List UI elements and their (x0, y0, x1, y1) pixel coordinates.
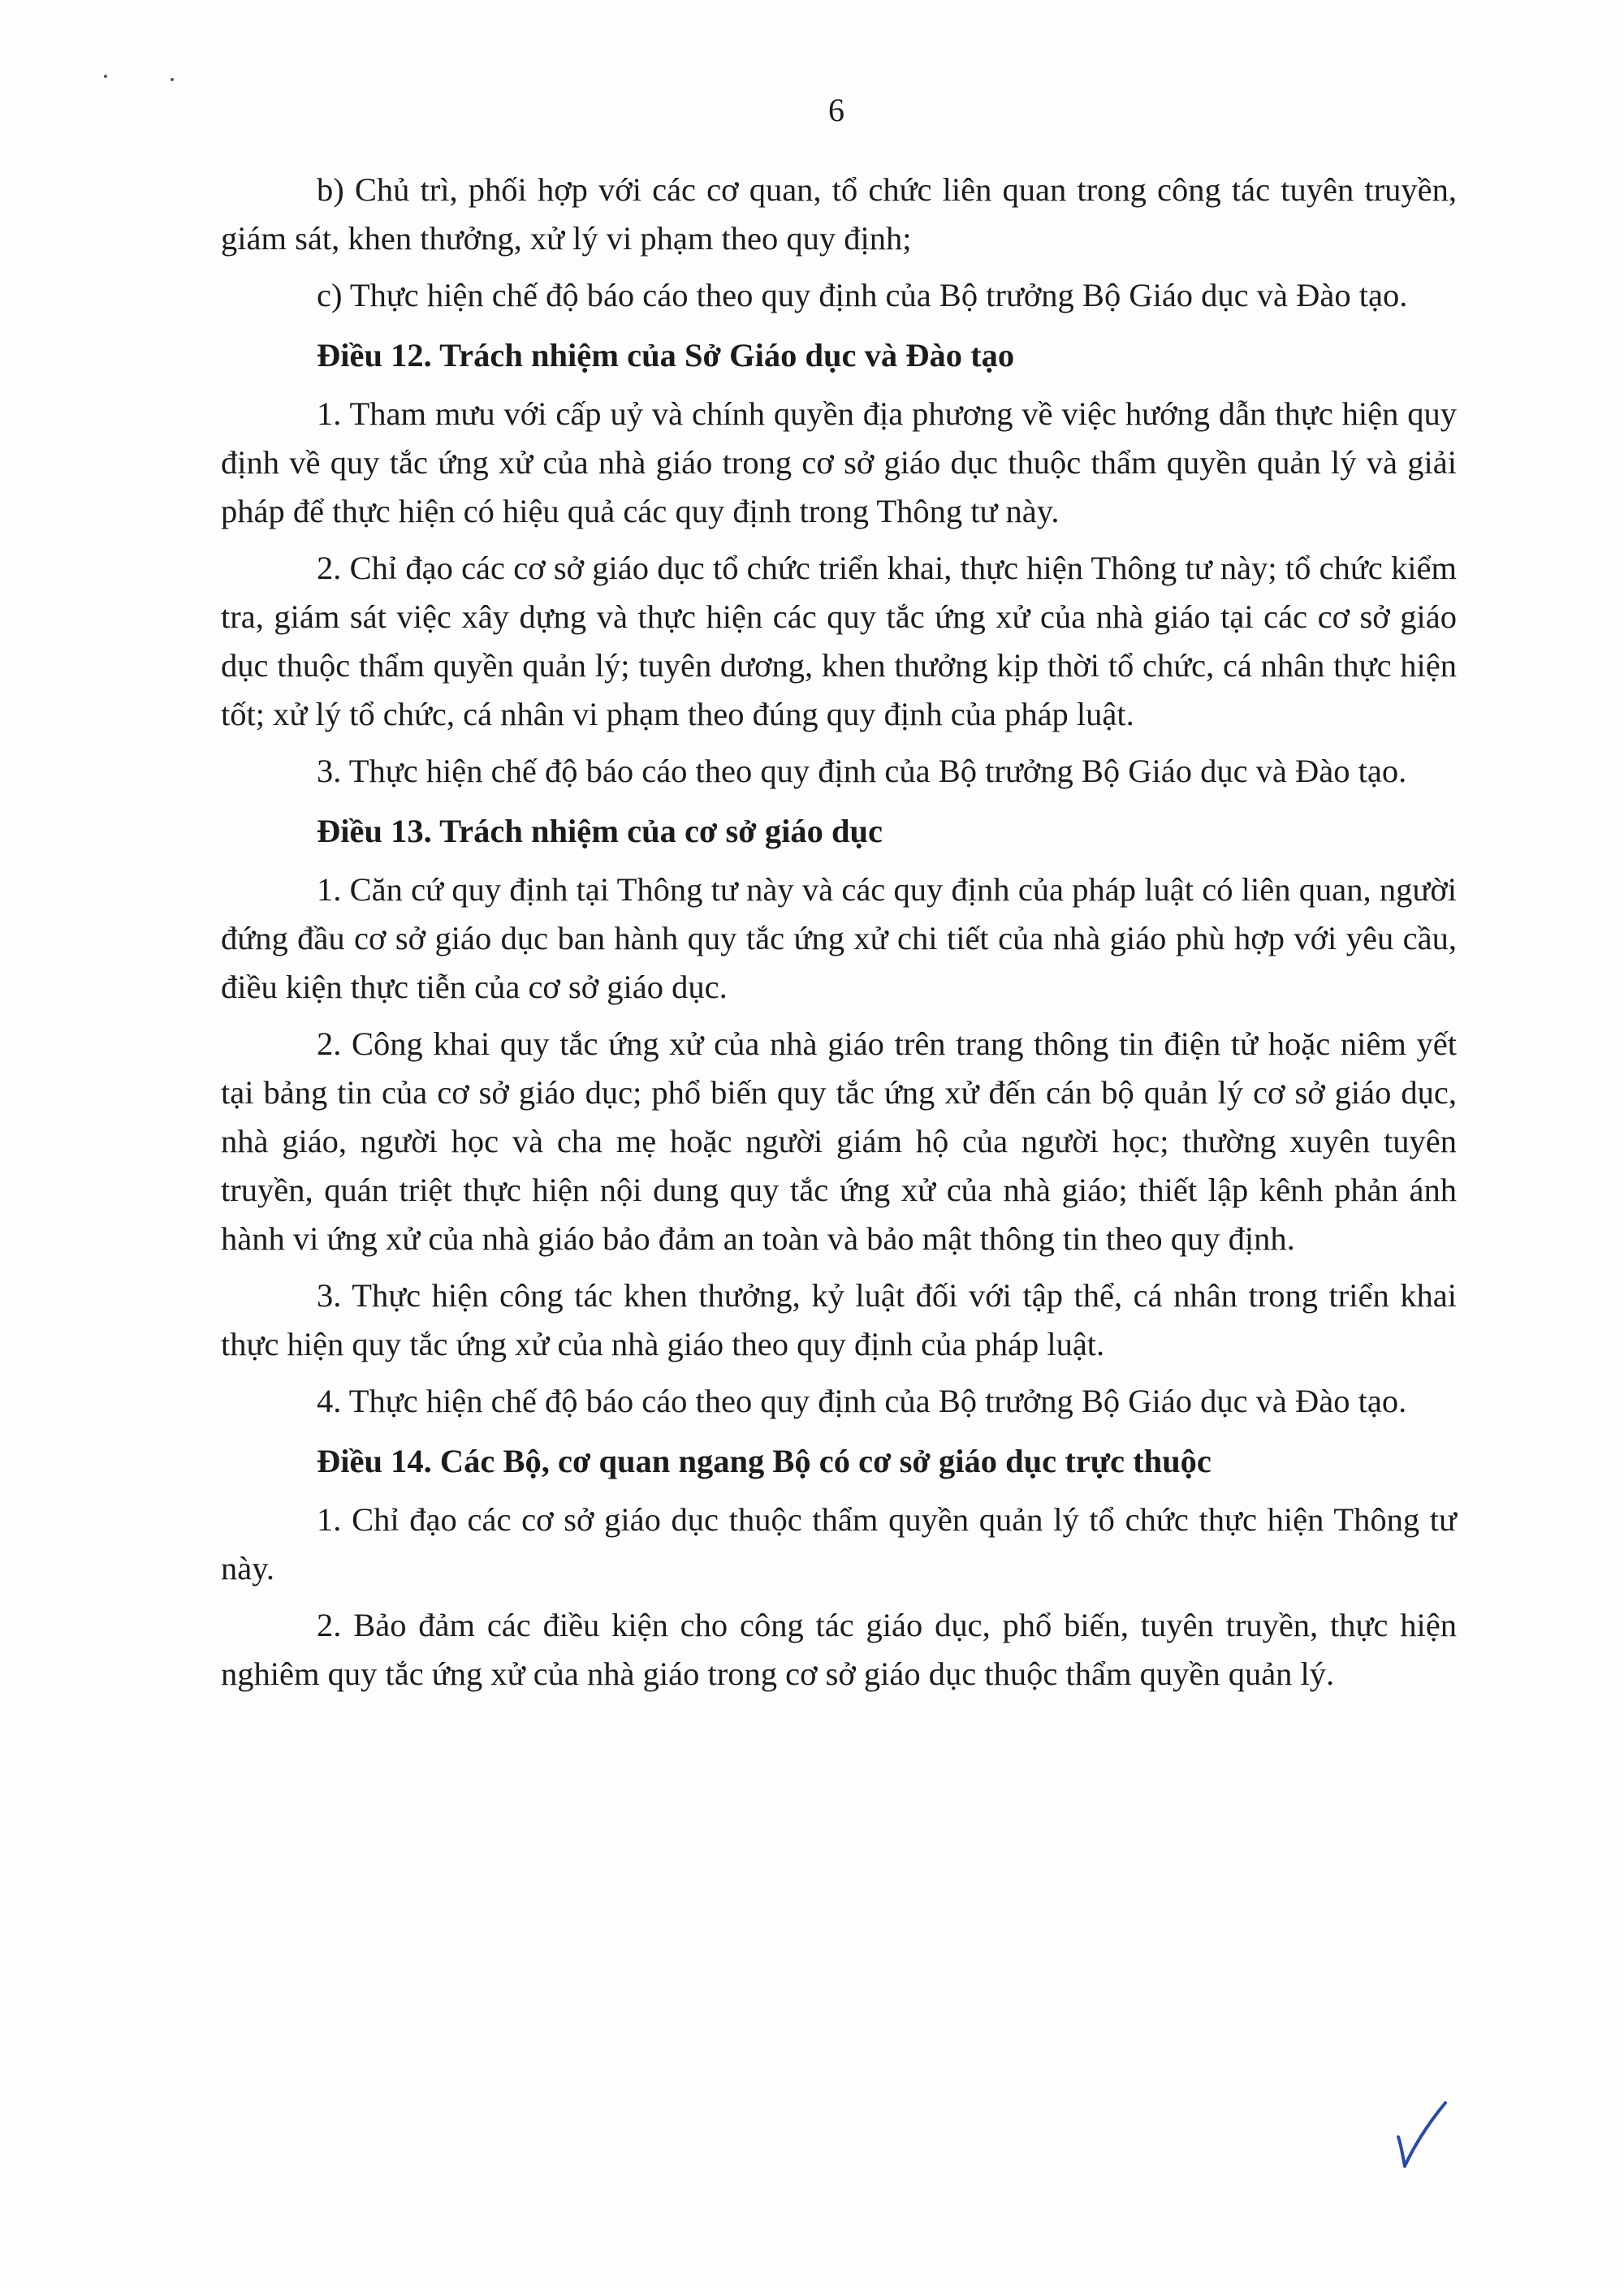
clause-b: b) Chủ trì, phối hợp với các cơ quan, tổ chức liên quan trong công tác tuyên truyền, giám sát, khen thưởng, xử lý vi phạm theo quy định; (221, 171, 1457, 257)
scan-speck (171, 78, 174, 81)
article-12-clause-3: 3. Thực hiện chế độ báo cáo theo quy định của Bộ trưởng Bộ Giáo dục và Đào tạo. (317, 753, 1407, 789)
article-13-clause-4: 4. Thực hiện chế độ báo cáo theo quy định của Bộ trưởng Bộ Giáo dục và Đào tạo. (317, 1383, 1407, 1419)
page-number: 6 (828, 92, 844, 128)
handwritten-check-icon (1395, 2101, 1449, 2168)
article-14-clause-2: 2. Bảo đảm các điều kiện cho công tác giáo dục, phổ biến, tuyên truyền, thực hiện nghiêm quy tắc ứng xử của nhà giáo trong cơ sở giáo dục thuộc thẩm quyền quản lý. (221, 1607, 1457, 1692)
article-12-clause-1: 1. Tham mưu với cấp uỷ và chính quyền địa phương về việc hướng dẫn thực hiện quy định về quy tắc ứng xử của nhà giáo trong cơ sở giáo dục thuộc thẩm quyền quản lý và giải pháp để thực hiện có hiệu quả các quy định trong Thông tư này. (221, 395, 1457, 529)
article-14-title: Điều 14. Các Bộ, cơ quan ngang Bộ có cơ sở giáo dục trực thuộc (317, 1443, 1212, 1479)
article-13-title: Điều 13. Trách nhiệm của cơ sở giáo dục (317, 813, 883, 849)
article-12-clause-2: 2. Chỉ đạo các cơ sở giáo dục tổ chức triển khai, thực hiện Thông tư này; tổ chức kiểm tra, giám sát việc xây dựng và thực hiện các quy tắc ứng xử của nhà giáo tại các cơ sở giáo dục thuộc thẩm quyền quản lý; tuyên dương, khen thưởng kịp thời tổ chức, cá nhân thực hiện tốt; xử lý tổ chức, cá nhân vi phạm theo đúng quy định của pháp luật. (221, 550, 1457, 732)
article-14-clause-1: 1. Chỉ đạo các cơ sở giáo dục thuộc thẩm quyền quản lý tổ chức thực hiện Thông tư này. (221, 1501, 1457, 1586)
clause-c: c) Thực hiện chế độ báo cáo theo quy định của Bộ trưởng Bộ Giáo dục và Đào tạo. (317, 277, 1408, 313)
scan-speck (104, 75, 107, 78)
article-13-clause-2: 2. Công khai quy tắc ứng xử của nhà giáo trên trang thông tin điện tử hoặc niêm yết tại bảng tin của cơ sở giáo dục; phổ biến quy tắc ứng xử đến cán bộ quản lý cơ sở giáo dục, nhà giáo, người học và cha mẹ hoặc người giám hộ của người học; thường xuyên tuyên truyền, quán triệt thực hiện nội dung quy tắc ứng xử của nhà giáo; thiết lập kênh phản ánh hành vi ứng xử của nhà giáo bảo đảm an toàn và bảo mật thông tin theo quy định. (221, 1025, 1457, 1257)
article-13-clause-1: 1. Căn cứ quy định tại Thông tư này và các quy định của pháp luật có liên quan, người đứng đầu cơ sở giáo dục ban hành quy tắc ứng xử chi tiết của nhà giáo phù hợp với yêu cầu, điều kiện thực tiễn của cơ sở giáo dục. (221, 871, 1457, 1005)
document-body (221, 166, 1457, 1707)
article-12-title: Điều 12. Trách nhiệm của Sở Giáo dục và Đào tạo (317, 337, 1015, 373)
article-13-clause-3: 3. Thực hiện công tác khen thưởng, kỷ luật đối với tập thể, cá nhân trong triển khai thực hiện quy tắc ứng xử của nhà giáo theo quy định của pháp luật. (221, 1277, 1457, 1362)
